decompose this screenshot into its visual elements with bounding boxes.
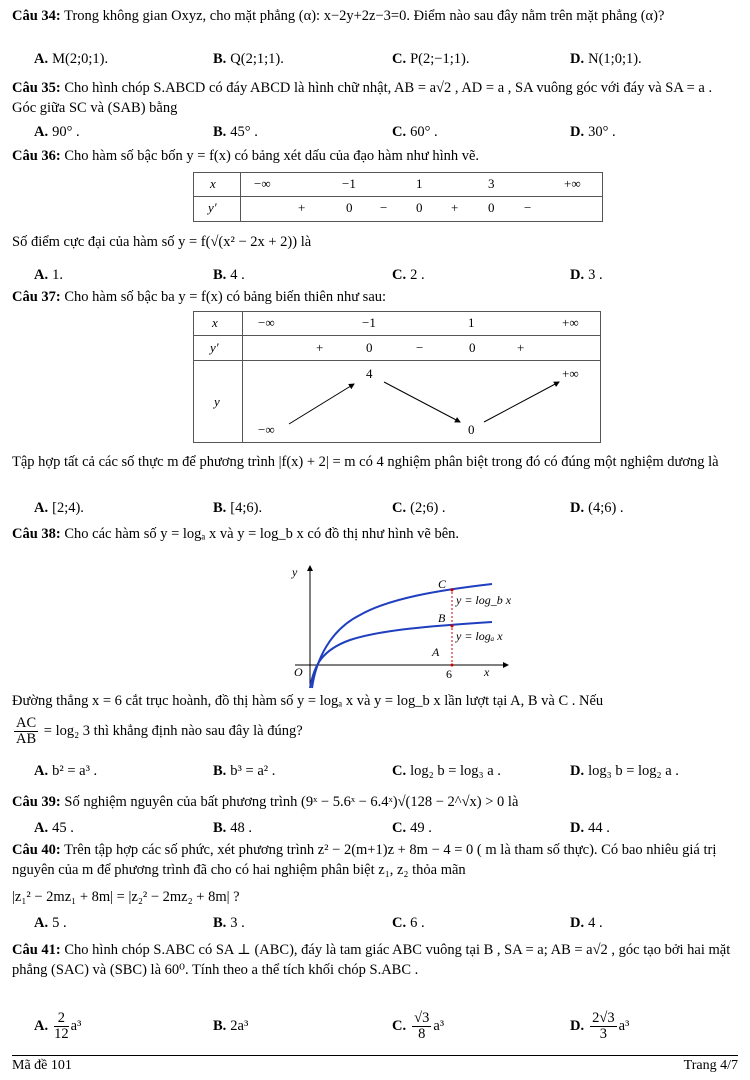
table-cell: 1	[468, 315, 475, 330]
question-38	[12, 524, 738, 544]
question-35	[12, 78, 738, 118]
table-cell: 0	[416, 200, 423, 215]
label-b: B	[438, 611, 446, 625]
option-a[interactable]: A. 45 .	[34, 820, 74, 836]
question-text: Tập hợp tất cả các số thực m để phương trình |f(x) + 2| = m có 4 nghiệm phân biệt trong đó có đúng một nghiệm dương là	[12, 454, 719, 470]
point-c	[451, 589, 454, 592]
option-a[interactable]: A. [2;4).	[34, 500, 84, 516]
question-38-ask	[12, 691, 738, 711]
question-38-ratio	[12, 716, 738, 747]
question-number: Câu 37:	[12, 289, 61, 305]
option-d[interactable]: D. (4;6) .	[570, 500, 624, 516]
options-41	[0, 1008, 750, 1044]
option-b[interactable]: B. [4;6).	[213, 500, 263, 516]
log-graph	[280, 560, 520, 690]
exam-code: Mã đề 101	[12, 1058, 72, 1073]
option-c[interactable]: C. 60° .	[392, 124, 438, 140]
option-c[interactable]: C. 2 .	[392, 267, 425, 283]
option-a[interactable]: A. 1.	[34, 267, 63, 283]
arrow-up-2	[484, 382, 559, 422]
options-37	[0, 497, 750, 519]
option-d[interactable]: D. $\frac{2√3}{3}$ a³	[570, 1010, 630, 1043]
option-b[interactable]: B. b³ = a² .	[213, 763, 276, 779]
question-39	[12, 792, 738, 812]
page-footer	[12, 1055, 738, 1074]
table-cell: +∞	[562, 315, 579, 330]
variation-arrows	[194, 312, 600, 442]
option-a[interactable]: A. 90° .	[34, 124, 80, 140]
option-c[interactable]: C. 49 .	[392, 820, 432, 836]
table-cell: −1	[342, 176, 356, 191]
y-axis-label: y	[292, 565, 298, 579]
table-cell: 1	[416, 176, 423, 191]
option-b[interactable]: B. 2a³	[213, 1018, 249, 1034]
option-a[interactable]: A. $\frac{2}{12}$ a³	[34, 1010, 82, 1043]
page-number: Trang 4/7	[683, 1058, 738, 1073]
option-a[interactable]: A. 5 .	[34, 915, 67, 931]
origin-label: O	[294, 665, 303, 679]
curve-b-label: y = log_b x	[456, 593, 512, 607]
question-number: Câu 34:	[12, 8, 61, 24]
option-d[interactable]: D. log₃ b = log₂ a .	[570, 763, 679, 779]
question-36	[12, 146, 738, 166]
table-cell: 0	[366, 340, 373, 355]
table-cell: 3	[488, 176, 495, 191]
table-cell: −	[524, 200, 532, 215]
option-d[interactable]: D. 4 .	[570, 915, 603, 931]
question-number: Câu 38:	[12, 526, 61, 542]
question-40	[12, 840, 738, 880]
question-number: Câu 41:	[12, 942, 61, 958]
y-prime-header: y′	[208, 200, 217, 215]
table-cell: 0	[346, 200, 353, 215]
question-number: Câu 39:	[12, 794, 61, 810]
question-text: Số điểm cực đại của hàm số y = f(√(x² − 2x + 2)) là	[12, 234, 312, 250]
y-prime-header: y′	[210, 340, 219, 355]
label-a: A	[432, 645, 440, 659]
question-40-condition	[12, 887, 738, 907]
table-cell: −∞	[254, 176, 271, 191]
question-number: Câu 36:	[12, 148, 61, 164]
option-c[interactable]: C. P(2;−1;1).	[392, 51, 470, 67]
x-header: x	[212, 315, 218, 330]
table-cell: 4	[366, 366, 373, 381]
option-c[interactable]: C. $\frac{√3}{8}$ a³	[392, 1010, 445, 1043]
option-a[interactable]: A. M(2;0;1).	[34, 51, 109, 67]
question-text: Số nghiệm nguyên của bất phương trình (9ˣ − 5.6ˣ − 6.4ˣ)√(128 − 2^√x) > 0 là	[64, 794, 519, 810]
variation-table	[193, 311, 601, 443]
point-b	[451, 625, 454, 628]
question-text: Cho hình chóp S.ABC có SA ⊥ (ABC), đáy là tam giác ABC vuông tại B , SA = a; AB = a√2 , góc tạo bởi hai mặt phẳng (SAC) và (SBC) là 60⁰. Tính theo a thể tích khối chóp S.ABC .	[12, 942, 731, 978]
option-b[interactable]: B. 3 .	[213, 915, 245, 931]
question-37	[12, 287, 738, 307]
option-c[interactable]: C. (2;6) .	[392, 500, 446, 516]
question-text: = log₂ 3 thì khẳng định nào sau đây là đúng?	[43, 722, 303, 739]
options-35	[0, 121, 750, 143]
table-cell: −	[416, 340, 424, 355]
curve-a-label: y = logₐ x	[456, 629, 503, 643]
arrow-down	[384, 382, 460, 422]
question-text: Cho hình chóp S.ABCD có đáy ABCD là hình chữ nhật, AB = a√2 , AD = a , SA vuông góc với đáy và SA = a . Góc giữa SC và (SAB) bằng	[12, 80, 713, 116]
fraction-denominator: AB	[16, 731, 37, 747]
option-a[interactable]: A. b² = a³ .	[34, 763, 98, 779]
table-cell: +	[517, 340, 525, 355]
question-37-ask	[12, 452, 738, 472]
question-text: |z₁² − 2mz₁ + 8m| = |z₂² − 2mz₂ + 8m| ?	[12, 889, 240, 905]
x-header: x	[210, 176, 216, 191]
question-text: Trên tập hợp các số phức, xét phương trình z² − 2(m+1)z + 8m − 4 = 0 ( m là tham số thực). Có bao nhiêu giá trị nguyên của m để phương trình đã cho có hai nghiệm phân biệt z₁, z₂ thỏa mãn	[12, 842, 717, 878]
question-text: Trong không gian Oxyz, cho mặt phẳng (α): x−2y+2z−3=0. Điểm nào sau đây nằm trên mặt phẳng (α)?	[64, 8, 665, 24]
question-41	[12, 940, 738, 980]
option-d[interactable]: D. 44 .	[570, 820, 610, 836]
question-number: Câu 40:	[12, 842, 61, 858]
option-b[interactable]: B. 4 .	[213, 267, 245, 283]
table-cell: 0	[468, 422, 475, 437]
table-cell: 0	[469, 340, 476, 355]
question-text: Cho hàm số bậc ba y = f(x) có bảng biến thiên như sau:	[64, 289, 387, 305]
table-cell: +∞	[564, 176, 581, 191]
table-cell: +	[451, 200, 459, 215]
table-cell: +	[298, 200, 306, 215]
options-38	[0, 760, 750, 782]
arrow-up-1	[289, 384, 354, 424]
option-d[interactable]: D. N(1;0;1).	[570, 51, 642, 67]
options-36	[0, 264, 750, 286]
table-cell: −∞	[258, 315, 275, 330]
table-cell: +	[316, 340, 324, 355]
question-36-ask	[12, 232, 738, 252]
option-d[interactable]: D. 30° .	[570, 124, 616, 140]
option-b[interactable]: B. 45° .	[213, 124, 258, 140]
question-34	[12, 6, 738, 26]
option-c[interactable]: C. 6 .	[392, 915, 425, 931]
fraction-ac-ab	[14, 716, 38, 747]
option-d[interactable]: D. 3 .	[570, 267, 603, 283]
sign-table	[193, 172, 603, 222]
options-34	[0, 48, 750, 70]
table-cell: −	[380, 200, 388, 215]
question-text: Cho hàm số bậc bốn y = f(x) có bảng xét dấu của đạo hàm như hình vẽ.	[64, 148, 480, 164]
table-cell: 0	[488, 200, 495, 215]
table-cell: +∞	[562, 366, 579, 381]
y-header: y	[214, 394, 220, 409]
table-cell: −1	[362, 315, 376, 330]
question-number: Câu 35:	[12, 80, 61, 96]
option-c[interactable]: C. log₂ b = log₃ a .	[392, 763, 501, 779]
six-label: 6	[446, 667, 452, 681]
fraction-numerator: AC	[16, 715, 37, 731]
table-cell: −∞	[258, 422, 275, 437]
x-axis-label: x	[484, 665, 490, 679]
label-c: C	[438, 577, 447, 591]
options-39	[0, 817, 750, 839]
question-text: Đường thẳng x = 6 cắt trục hoành, đồ thị hàm số y = logₐ x và y = log_b x lần lượt tại A, B và C . Nếu	[12, 693, 604, 709]
options-40	[0, 912, 750, 934]
question-text: Cho các hàm số y = logₐ x và y = log_b x có đồ thị như hình vẽ bên.	[64, 526, 460, 542]
option-b[interactable]: B. Q(2;1;1).	[213, 51, 284, 67]
option-b[interactable]: B. 48 .	[213, 820, 253, 836]
